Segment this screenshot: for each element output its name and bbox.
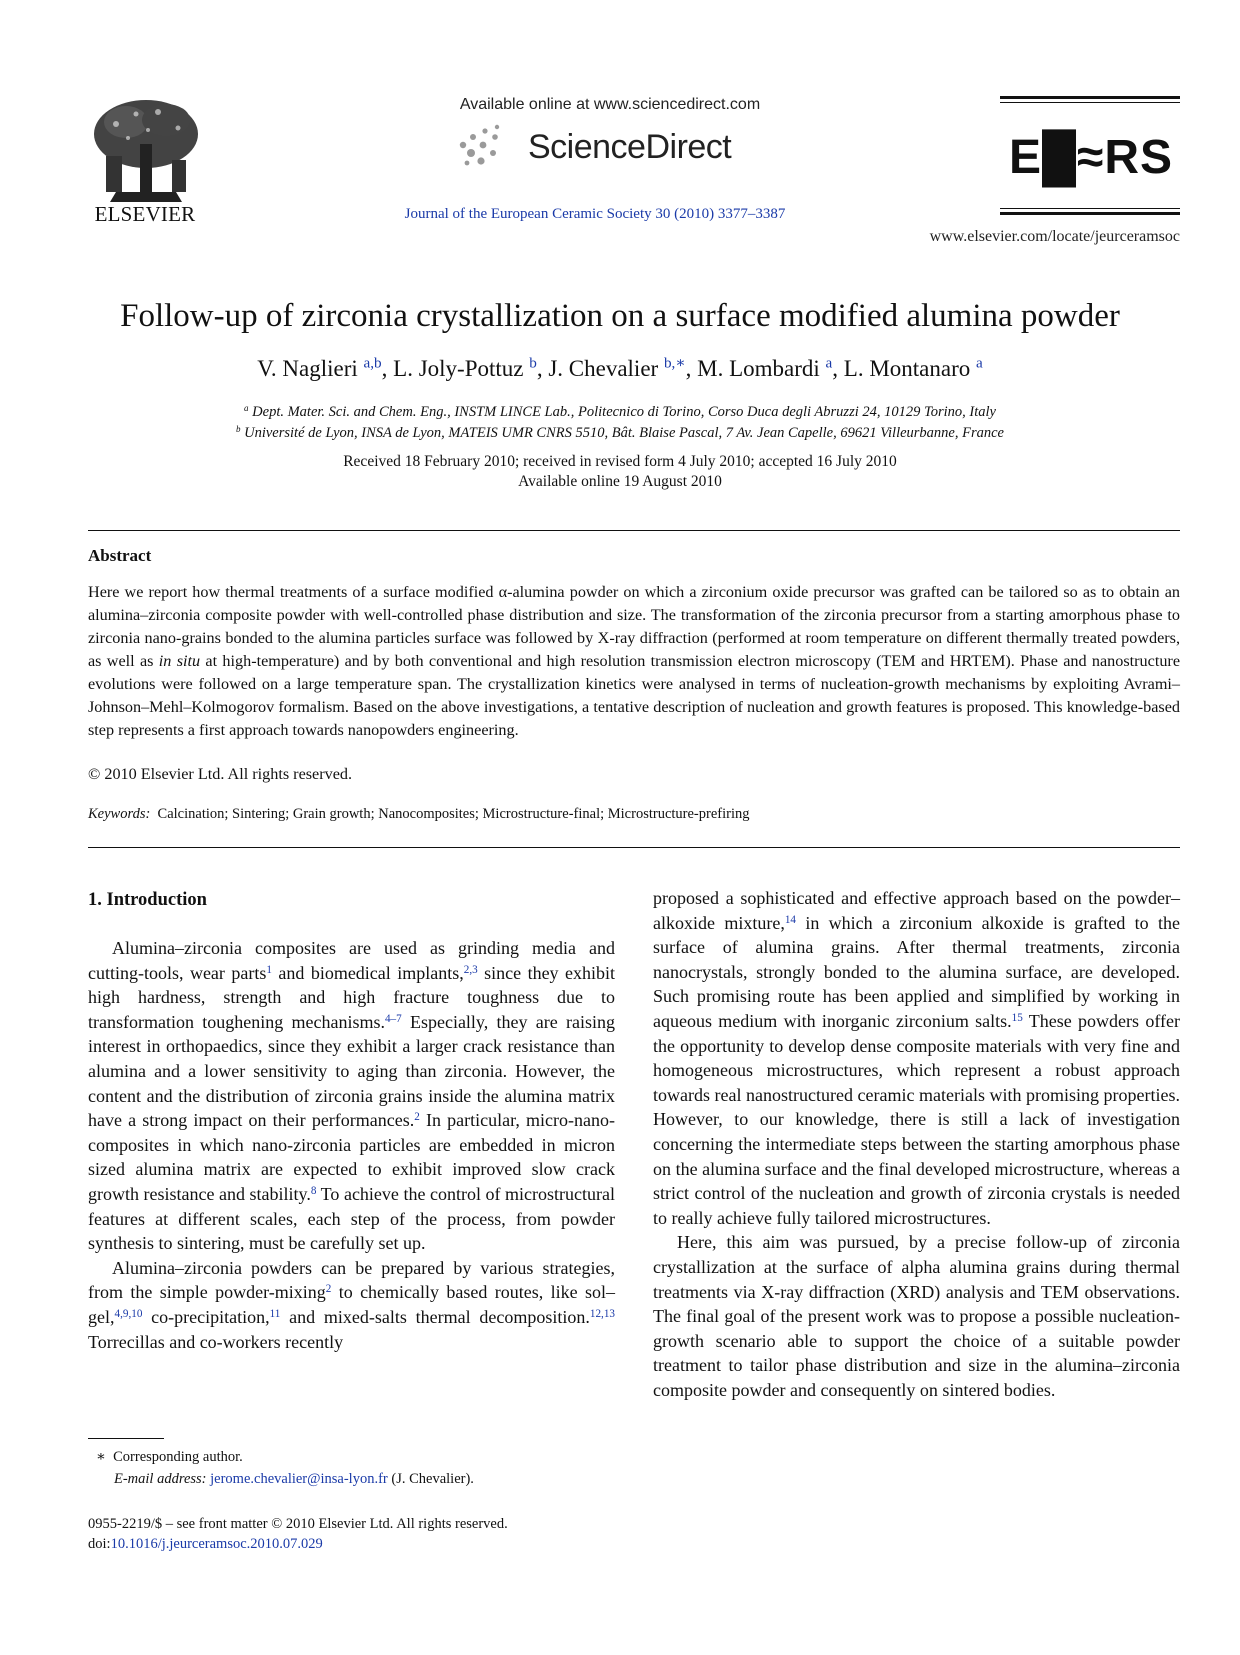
citation-link[interactable]: 11 <box>269 1307 281 1320</box>
citation-link[interactable]: 15 <box>1011 1011 1023 1024</box>
author-affiliation-marker[interactable]: b,∗ <box>663 354 686 372</box>
paragraph-text: Here, this aim was pursued, by a precise follow-up of zirconia crystallization at the surface of alpha alumina grains during thermal treatments via X-ray diffraction (XRD) analysis and TEM observations. The final goal of the present work was to propose a possible nucleation-growth scenario able to support the choice of a suitable powder treatment to tailor phase distribution and size in the alumina–zirconia composite powder and consequently on sintered bodies. <box>653 1232 1180 1400</box>
affiliation-text: Université de Lyon, INSA de Lyon, MATEIS UMR CNRS 5510, Bât. Blaise Pascal, 7 Av. Jean Capelle, 69621 Villeurbanne, France <box>244 425 1004 441</box>
abstract-copyright: © 2010 Elsevier Ltd. All rights reserved. <box>88 765 353 783</box>
author-affiliation-marker[interactable]: a <box>976 354 983 372</box>
author-affiliation-marker[interactable]: a,b <box>363 354 382 372</box>
affiliation-marker: b <box>236 424 241 435</box>
divider <box>88 530 1180 531</box>
citation-link[interactable]: 1 <box>266 963 272 976</box>
paragraph-text: Alumina–zirconia powders can be prepared by various strategies, from the simple powder-mixing <box>88 1257 615 1303</box>
left-column <box>88 936 615 1354</box>
author-name[interactable]: L. Joly-Pottuz <box>393 356 524 381</box>
paragraph-text: To achieve the control of microstructural features at different scales, each step of the process, from powder synthesis to sintering, must be carefully set up. <box>88 1183 615 1254</box>
abstract-italic-term: in situ <box>158 652 201 670</box>
paragraph-text: in which a zirconium alkoxide is grafted to the surface of alumina grains. After thermal treatments, zirconia nanocrystals, strongly bonded to the alumina surface, are developed. Such promising route has been applied and simplified by working in aqueous medium with inorganic zirconium salts. <box>653 912 1181 1031</box>
paragraph-text: to chemically based routes, like sol–gel, <box>88 1282 615 1327</box>
abstract-heading: Abstract <box>88 546 152 565</box>
paragraph-text: Especially, they are raising interest in orthopaedics, since they exhibit a larger crack resistance than alumina and a lower sensitivity to aging than zirconia. However, the content and the distribution of zirconia grains inside the alumina matrix have a strong impact on their performances. <box>88 1011 615 1131</box>
divider <box>88 847 1180 848</box>
corresponding-author-note <box>96 1449 243 1466</box>
author-name[interactable]: J. Chevalier <box>548 356 659 381</box>
paragraph-text: and biomedical implants, <box>271 962 464 983</box>
author-affiliation-marker[interactable]: a <box>825 354 833 372</box>
author-name[interactable]: V. Naglieri <box>257 356 358 381</box>
affiliation-text: Dept. Mater. Sci. and Chem. Eng., INSTM LINCE Lab., Politecnico di Torino, Corso Duca degli Abruzzi 24, 10129 Torino, Italy <box>252 404 996 420</box>
publisher-name: ELSEVIER <box>94 202 196 226</box>
issn-line: 0955-2219/$ – see front matter © 2010 Elsevier Ltd. All rights reserved. <box>88 1516 508 1532</box>
paragraph-text: Torrecillas and co-workers recently <box>88 1331 344 1352</box>
citation-link[interactable]: 14 <box>784 913 796 926</box>
paragraph-text: co-precipitation, <box>142 1306 270 1327</box>
author-list: V. Naglieri $^{a,b}$, L. Joly-Pottuz $^b$, J. Chevalier $^{b,∗}$, M. Lombardi $^a$, L. Montanaro $^a$ <box>257 354 983 381</box>
citation-link[interactable]: 2,3 <box>463 963 478 976</box>
keywords <box>88 806 1180 823</box>
received-dates: Received 18 February 2010; received in revised form 4 July 2010; accepted 16 July 2010 <box>343 453 897 470</box>
journal-url[interactable]: www.elsevier.com/locate/jeurceramsoc <box>929 228 1180 245</box>
citation-link[interactable]: 2 <box>325 1283 332 1296</box>
abstract-text-part: Here we report how thermal treatments of a surface modified α-alumina powder on which a zirconium oxide precursor was grafted can be tailored so as to obtain an alumina–zirconia composite powder with well-controlled phase distribution and size. The transformation of the zirconia precursor from a starting amorphous phase to zirconia nano-grains bonded to the alumina particles surface was followed by X-ray diffraction (performed at room temperature on different thermally treated powders, as well as <box>88 583 1180 670</box>
citation-link[interactable]: 4,9,10 <box>114 1307 143 1320</box>
ecers-logo <box>1000 96 1180 220</box>
keywords-label: Keywords: <box>88 806 151 822</box>
email-owner: (J. Chevalier). <box>391 1471 474 1487</box>
footnote-divider <box>88 1438 164 1439</box>
email-link[interactable]: jerome.chevalier@insa-lyon.fr <box>210 1471 388 1487</box>
keywords-list: Calcination; Sintering; Grain growth; Nanocomposites; Microstructure-final; Microstructure-prefiring <box>157 806 750 822</box>
paragraph-text: proposed a sophisticated and effective approach based on the powder–alkoxide mixture, <box>653 888 1180 933</box>
author-name[interactable]: M. Lombardi <box>697 356 820 381</box>
paragraph-text: These powders offer the opportunity to develop dense composite materials with very fine and homogeneous microstructures, which represent a robust approach towards real nanostructured ceramic materials with promising properties. However, to our knowledge, there is still a lack of investigation concerning the intermediate steps between the starting amorphous phase on the alumina surface and the final developed microstructure, whereas a strict control of the nucleation and growth of zirconia crystals is needed to really achieve fully tailored microstructures. <box>653 1010 1180 1228</box>
doi-label: doi: <box>88 1536 111 1552</box>
email-note <box>114 1471 474 1488</box>
paragraph-text: In particular, micro-nano-composites in which nano-zirconia particles are embedded in micron sized alumina matrix are expected to exhibit improved slow crack growth resistance and stability. <box>88 1110 615 1204</box>
right-column <box>653 886 1180 1402</box>
citation-link[interactable]: 4–7 <box>384 1012 402 1025</box>
affiliation-marker: a <box>244 403 249 414</box>
affiliation-a <box>40 404 1200 421</box>
paragraph <box>653 1230 1180 1402</box>
doi-link[interactable]: 10.1016/j.jeurceramsoc.2010.07.029 <box>110 1536 323 1552</box>
citation-link[interactable]: 12,13 <box>589 1307 615 1320</box>
paragraph <box>88 936 615 1256</box>
citation-link[interactable]: 8 <box>310 1184 317 1197</box>
doi-line <box>88 1536 323 1553</box>
paragraph-text: Alumina–zirconia composites are used as grinding media and cutting-tools, wear parts <box>88 938 615 983</box>
footnote-text: Corresponding author. <box>113 1449 243 1465</box>
citation-link[interactable]: 2 <box>414 1111 420 1124</box>
paragraph <box>88 1256 615 1354</box>
paragraph <box>653 886 1180 1230</box>
author-name[interactable]: L. Montanaro <box>843 356 971 381</box>
available-online-text: Available online at www.sciencedirect.com <box>459 96 761 113</box>
platform-name: ScienceDirect <box>528 128 732 166</box>
footnote-marker: ∗ <box>96 1449 106 1465</box>
journal-citation-link[interactable]: Journal of the European Ceramic Society 30 (2010) 3377–3387 <box>404 206 786 222</box>
abstract-text <box>88 581 1180 742</box>
email-label: E-mail address: <box>114 1471 207 1487</box>
author-affiliation-marker[interactable]: b <box>529 354 537 372</box>
available-date: Available online 19 August 2010 <box>518 473 722 490</box>
paragraph-text: since they exhibit high hardness, strength and high fracture toughness due to transformation toughening mechanisms. <box>88 962 615 1032</box>
abstract-text-part: at high-temperature) and by both conventional and high resolution transmission electron microscopy (TEM and HRTEM). Phase and nanostructure evolutions were followed on a large temperature span. The crystallization kinetics were analysed in terms of nucleation-growth mechanisms by exploiting Avrami–Johnson–Mehl–Kolmogorov formalism. Based on the above investigations, a tentative description of nucleation and growth features is proposed. This knowledge-based step represents a first approach towards nanopowders engineering. <box>88 652 1181 739</box>
section-heading: 1. Introduction <box>88 890 207 910</box>
article-title: Follow-up of zirconia crystallization on a surface modified alumina powder <box>120 298 1120 334</box>
paragraph-text: and mixed-salts thermal decomposition. <box>280 1306 590 1327</box>
affiliation-b <box>40 425 1200 442</box>
ecers-logo-text: E█≈RS <box>1008 131 1174 184</box>
